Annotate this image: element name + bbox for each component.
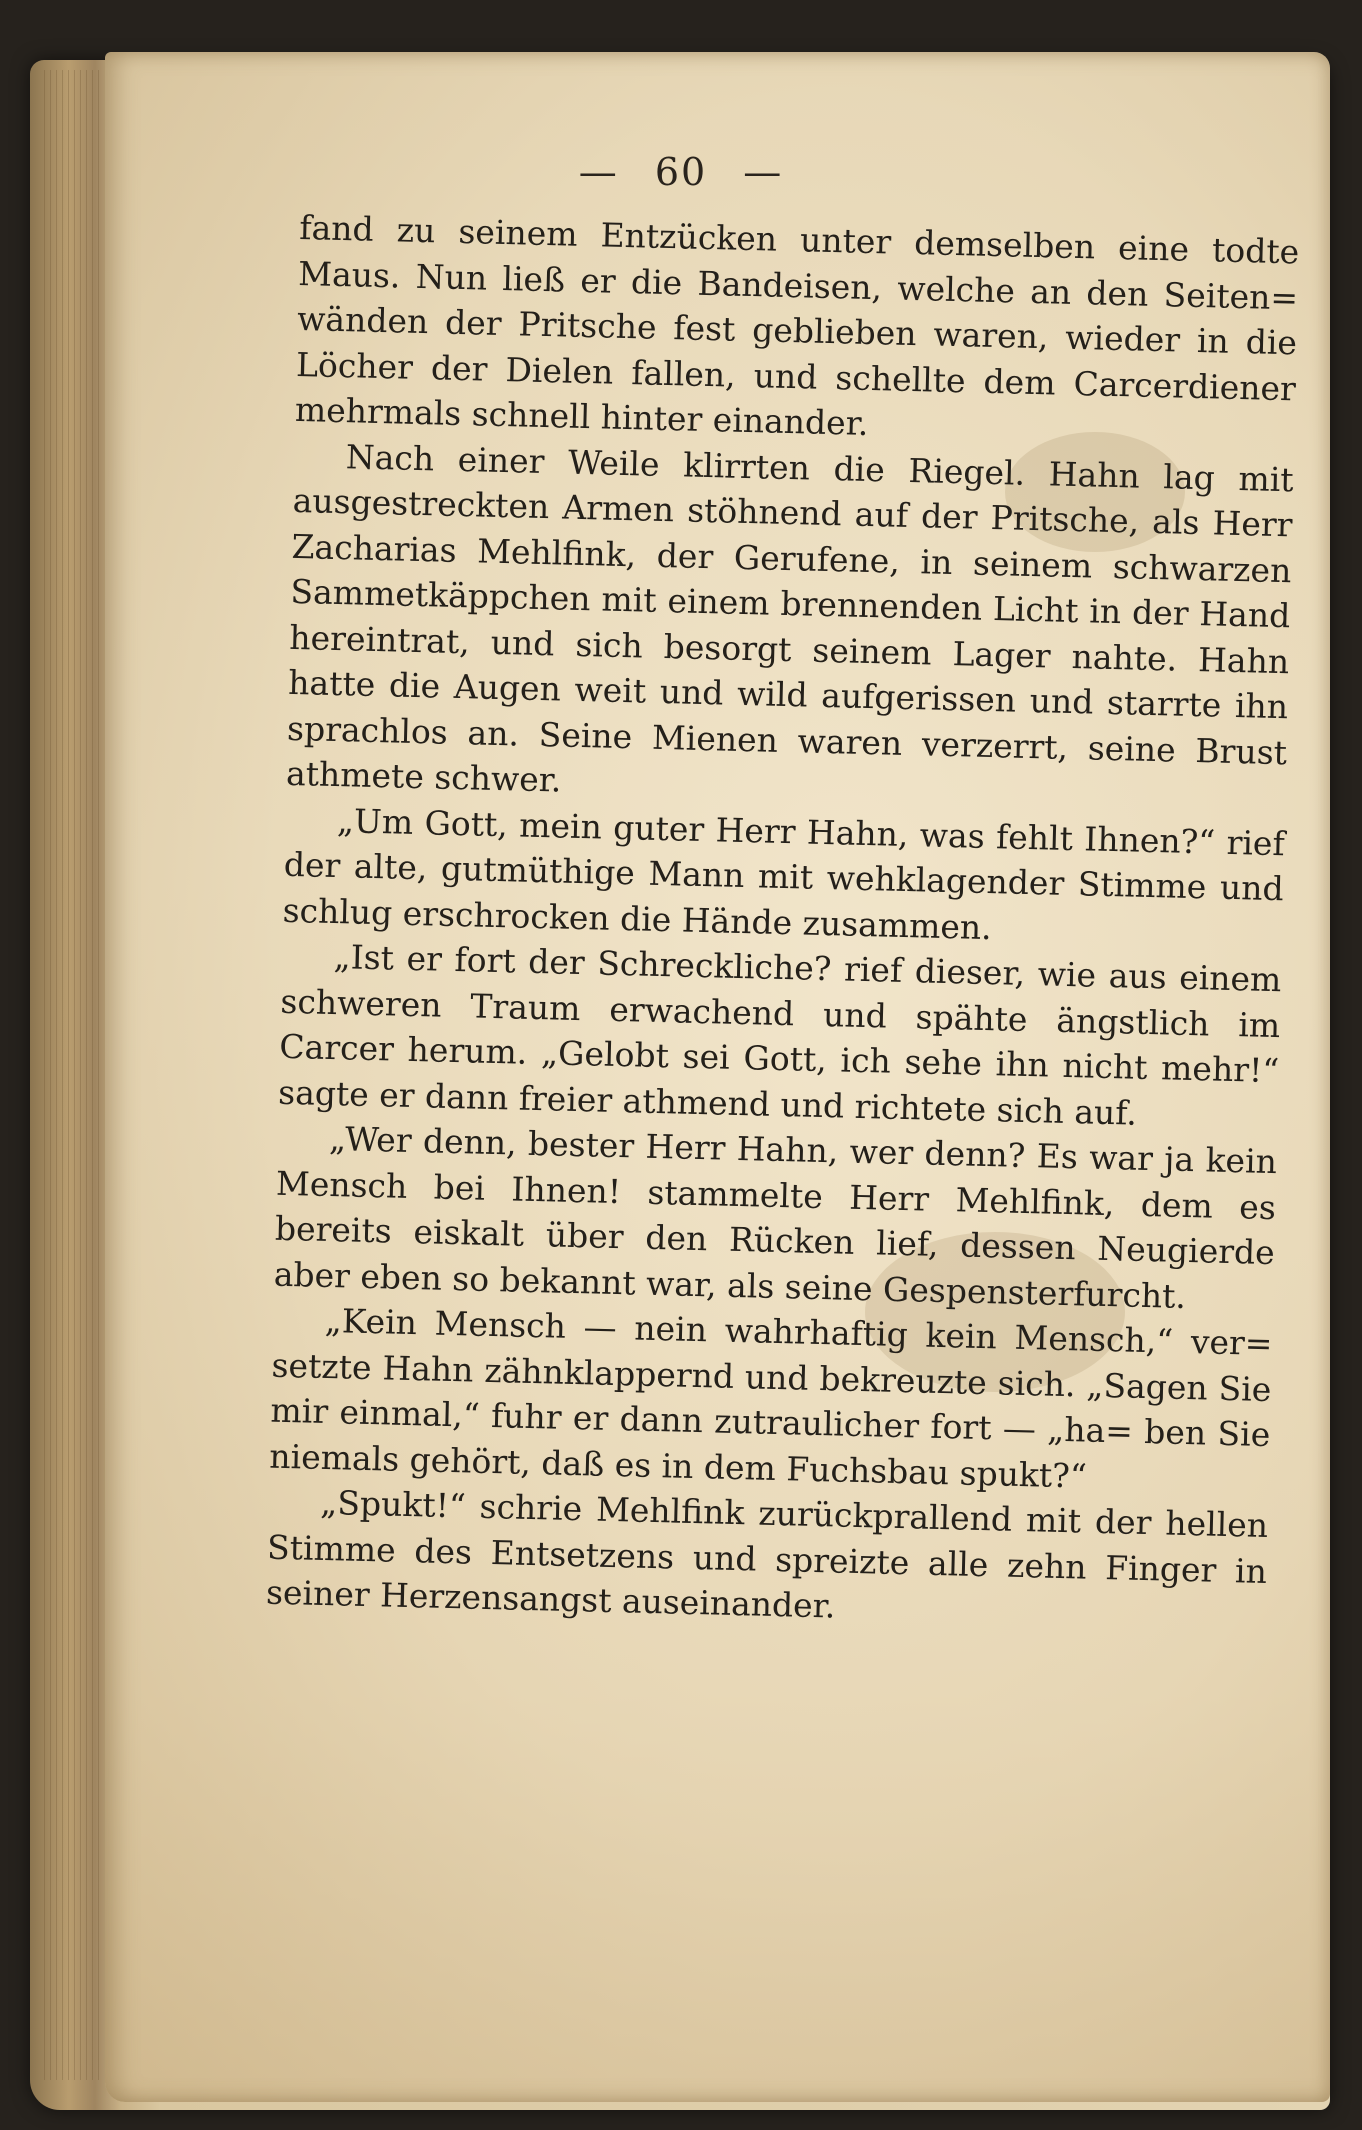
paragraph: Nach einer Weile klirrten die Riegel. Hahn lag mit ausgestreckten Armen stöhnend auf der Pritsche, als Herr Zacharias Mehlfink, der Gerufene, in seinem schwarzen Sammetkäppchen mit einem brennenden Licht in der Hand hereintrat, und sich besorgt seinem Lager nahte. Hahn hatte die Augen weit und wild aufgerissen und starrte ihn sprachlos an. Seine Mienen waren verzerrt, seine Brust athmete schwer. [285, 436, 1295, 800]
paragraph: „Ist er fort der Schreckliche? rief dieser, wie aus einem schweren Traum erwachend und spähte ängstlich im Carcer herum. „Gelobt sei Gott, ich sehe ihn nicht mehr!“ sagte er dann freier athmend und richtete sich auf. [277, 937, 1282, 1133]
paragraph: „Wer denn, bester Herr Hahn, wer denn? Es war ja kein Mensch bei Ihnen! stammelte Herr Mehlfink, dem es bereits eiskalt über den Rücken lief, dessen Neugierde aber eben so bekannt war, als seine Gespensterfurcht. [273, 1118, 1278, 1316]
paragraph: fand zu seinem Entzücken unter demselben eine todte Maus. Nun ließ er die Bandeisen, welche an den Seiten= wänden der Pritsche fest geblieben waren, wieder in die Löcher der Dielen fallen, und schellte dem Carcerdiener mehrmals schnell hinter einander. [294, 207, 1300, 443]
page-number: 60 [654, 150, 708, 194]
body-text [266, 205, 1300, 1640]
paragraph: „Spukt!“ schrie Mehlfink zurückprallend mit der hellen Stimme des Entsetzens und spreizte alle zehn Finger in seiner Herzensangst auseinander. [265, 1482, 1269, 1626]
page-edges [44, 70, 104, 2080]
paragraph: „Um Gott, mein guter Herr Hahn, was fehlt Ihnen?“ rief der alte, gutmüthige Mann mit wehklagender Stimme und schlug erschrocken die Hände zusammen. [282, 800, 1286, 947]
paragraph: „Kein Mensch — nein wahrhaftig kein Mensch,“ ver= setzte Hahn zähnklappernd und bekreuzte sich. „Sagen Sie mir einmal,“ fuhr er dann zutraulicher fort — „ha= ben Sie niemals gehört, daß es in dem Fuchsbau spukt?“ [268, 1300, 1273, 1496]
page-header [0, 150, 1362, 194]
header-dash-left: — [578, 150, 619, 194]
header-dash-right: — [743, 150, 784, 194]
